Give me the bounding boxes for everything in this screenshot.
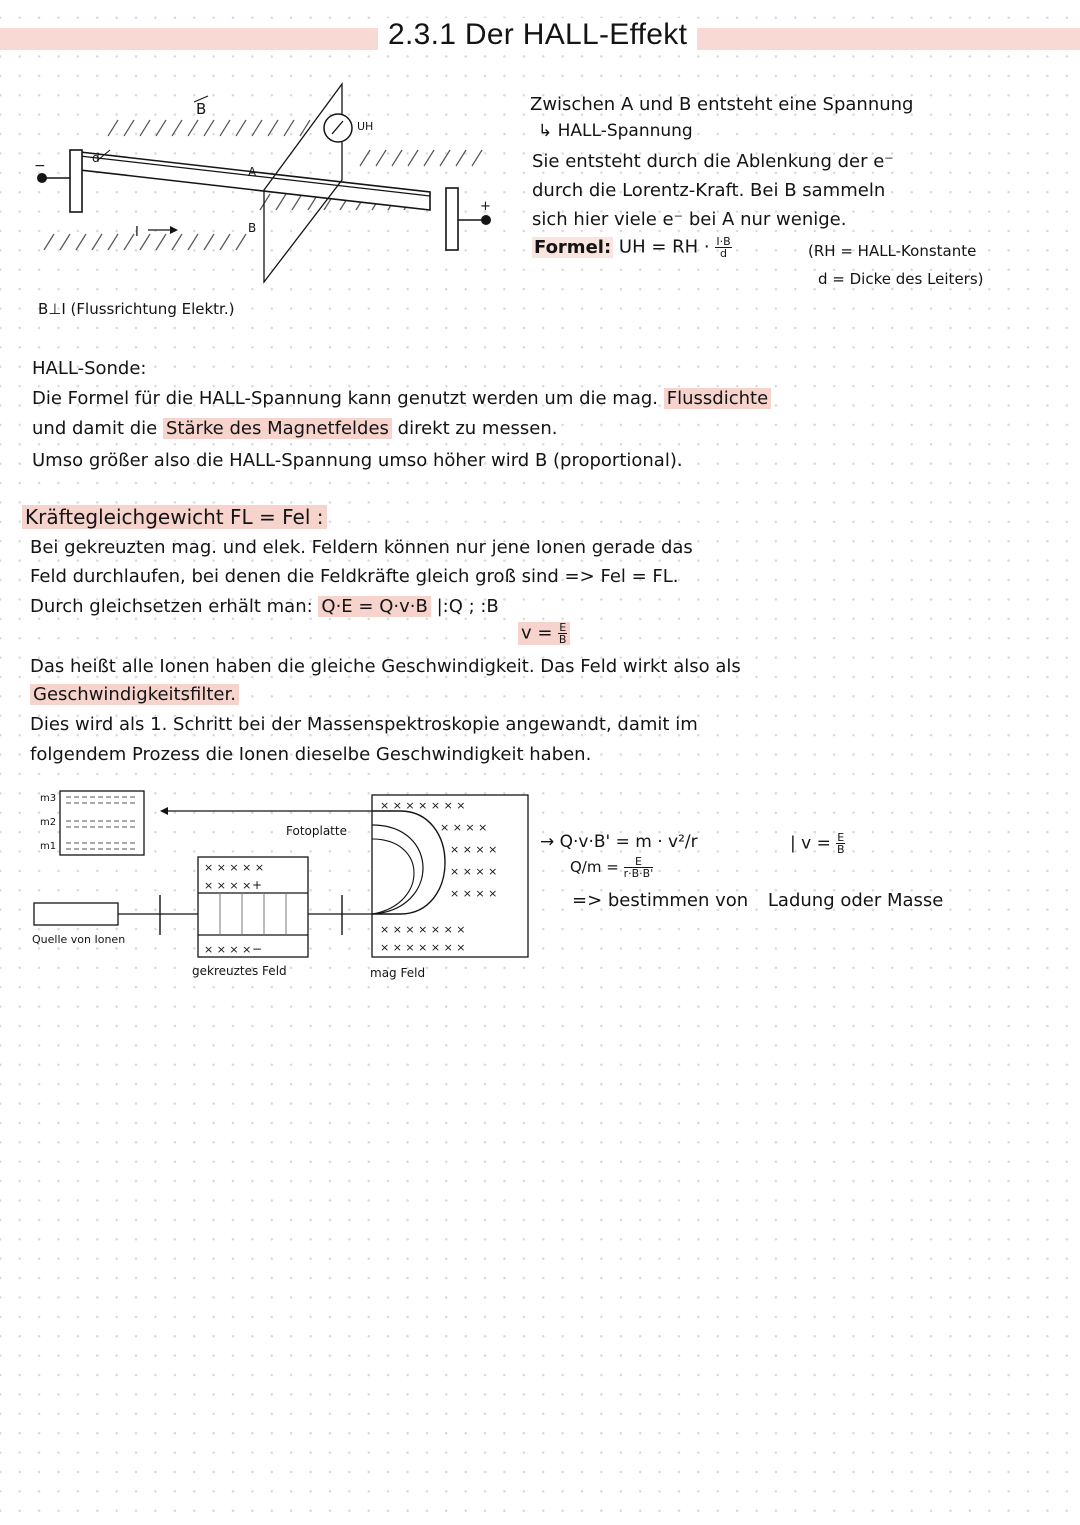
- hall-sonde-line-2-text: und damit die: [32, 418, 158, 439]
- kraefte-line-2: Feld durchlaufen, bei denen die Feldkräfte gleich groß sind => Fel = FL.: [30, 566, 679, 587]
- kraefte-line-5: [30, 684, 239, 705]
- label-m3: m3: [40, 793, 57, 804]
- current-arrowhead: [170, 226, 178, 234]
- formula-legend-2: d = Dicke des Leiters): [818, 270, 984, 288]
- left-clamp: [70, 150, 82, 212]
- title-highlight-left: [0, 28, 380, 50]
- right-terminal: [481, 215, 491, 225]
- left-terminal: [37, 173, 47, 183]
- velocity-numerator: E: [559, 621, 567, 634]
- formula-denominator: d: [720, 247, 727, 260]
- svg-text:× × × × × × ×: × × × × × × ×: [380, 923, 466, 936]
- kraefte-heading-text: Kräftegleichgewicht FL = Fel :: [22, 505, 327, 529]
- fotoplatte-arrowhead: [160, 807, 168, 815]
- kraefte-line-3: [30, 596, 499, 617]
- label-fotoplatte: Fotoplatte: [286, 824, 347, 838]
- intro-line-1: Zwischen A und B entsteht eine Spannung: [530, 94, 914, 115]
- svg-text:× × × × × × ×: × × × × × × ×: [380, 799, 466, 812]
- detector-plate: [60, 791, 144, 855]
- label-uh: UH: [357, 120, 374, 133]
- kraefte-line-6: Dies wird als 1. Schritt bei der Massenspektroskopie angewandt, damit im: [30, 714, 698, 735]
- label-m2: m2: [40, 817, 57, 828]
- hall-sonde-line-3: Umso größer also die HALL-Spannung umso höher wird B (proportional).: [32, 450, 683, 471]
- kraefte-line-3-text: Durch gleichsetzen erhält man:: [30, 596, 313, 617]
- mass-spectroscopy-diagram: [20, 785, 560, 985]
- label-d: d: [92, 151, 100, 165]
- spectro-eq-3-tail: Ladung oder Masse: [767, 890, 944, 911]
- velocity-result: [518, 622, 570, 645]
- svg-text:× × × ×: × × × ×: [440, 821, 488, 834]
- svg-text:× × × × × × ×: × × × × × × ×: [380, 941, 466, 954]
- velocity-fraction: [558, 622, 567, 645]
- spectro-eq-4-numerator: E: [837, 831, 845, 844]
- voltmeter-icon: [324, 114, 352, 142]
- svg-text:× × × ×: × × × ×: [450, 843, 498, 856]
- hall-sonde-line-2-tail: direkt zu messen.: [397, 418, 558, 439]
- label-i: I: [135, 225, 139, 240]
- label-b-point: B: [248, 221, 257, 235]
- intro-line-2: ↳ HALL-Spannung: [538, 121, 693, 141]
- intro-line-4: durch die Lorentz-Kraft. Bei B sammeln: [532, 180, 886, 201]
- svg-text:× × × ×: × × × ×: [204, 879, 252, 892]
- label-plus-terminal: +: [480, 199, 491, 214]
- right-clamp: [446, 188, 458, 250]
- hall-effect-diagram: [20, 70, 540, 310]
- formula-lhs: UH = RH ·: [618, 236, 710, 258]
- velocity-lhs: v =: [521, 622, 553, 644]
- spectro-eq-3-text: => bestimmen von: [572, 890, 749, 911]
- spectro-eq-4-fraction: [836, 832, 845, 855]
- kraefte-heading: [22, 505, 327, 529]
- kraefte-line-4: Das heißt alle Ionen haben die gleiche Geschwindigkeit. Das Feld wirkt also als: [30, 656, 741, 677]
- spectro-eq-2-numerator: E: [624, 856, 654, 868]
- highlight-gleichung: Q·E = Q·v·B: [318, 596, 430, 617]
- spectro-eq-2: [570, 856, 653, 879]
- spectro-eq-3: [572, 890, 943, 911]
- spectro-eq-2-lhs: Q/m =: [570, 858, 619, 876]
- highlight-staerke: Stärke des Magnetfeldes: [163, 418, 392, 439]
- ion-source: [34, 903, 118, 925]
- label-mag-field: mag Feld: [370, 966, 426, 980]
- title-highlight-right: [695, 28, 1080, 50]
- spectro-eq-2-denominator: r·B·B': [623, 867, 654, 880]
- label-a: A: [248, 165, 257, 179]
- highlight-geschwindigkeitsfilter: Geschwindigkeitsfilter.: [30, 684, 239, 705]
- label-minus-plate: −: [252, 942, 263, 956]
- hall-sonde-heading: HALL-Sonde:: [32, 358, 147, 379]
- kraefte-line-3-tail: |:Q ; :B: [436, 596, 499, 617]
- hall-sonde-line-1: [32, 388, 771, 409]
- label-minus-terminal: −: [34, 158, 46, 174]
- label-source: Quelle von Ionen: [32, 933, 126, 946]
- hall-sonde-line-2: [32, 418, 558, 439]
- hall-sonde-line-1-text: Die Formel für die HALL-Spannung kann genutzt werden um die mag.: [32, 388, 659, 409]
- spectro-eq-4-denominator: B: [836, 843, 845, 856]
- conductor-bar: [80, 152, 430, 210]
- formula-numerator: I·B: [716, 235, 731, 248]
- diagram-caption: B⊥I (Flussrichtung Elektr.): [38, 300, 235, 318]
- label-crossed-field: gekreuztes Feld: [192, 964, 287, 978]
- formula-row: [532, 236, 732, 259]
- intro-line-3: Sie entsteht durch die Ablenkung der e⁻: [532, 151, 894, 172]
- kraefte-line-1: Bei gekreuzten mag. und elek. Feldern können nur jene Ionen gerade das: [30, 537, 693, 558]
- spectro-eq-4-lhs: | v =: [790, 833, 831, 854]
- page-title: 2.3.1 Der HALL-Effekt: [378, 18, 697, 52]
- intro-line-5: sich hier viele e⁻ bei A nur wenige.: [532, 209, 847, 230]
- formula-label: Formel:: [534, 236, 612, 258]
- velocity-denominator: B: [558, 633, 567, 646]
- formula-legend-1: (RH = HALL-Konstante: [808, 242, 977, 260]
- svg-text:× × × ×: × × × ×: [450, 865, 498, 878]
- label-m1: m1: [40, 841, 57, 852]
- highlight-flussdichte: Flussdichte: [664, 388, 771, 409]
- spectro-eq-1: → Q·v·B' = m · v²/r: [540, 832, 698, 852]
- spectro-eq-2-fraction: [624, 856, 654, 879]
- svg-text:× × × ×: × × × ×: [450, 887, 498, 900]
- formula-fraction: [715, 236, 731, 259]
- kraefte-line-7: folgendem Prozess die Ionen dieselbe Geschwindigkeit haben.: [30, 744, 592, 765]
- svg-text:× × × ×: × × × ×: [204, 943, 252, 956]
- svg-text:× × × × ×: × × × × ×: [204, 861, 265, 874]
- spectro-eq-4: [790, 832, 845, 855]
- label-plus-plate: +: [252, 878, 263, 892]
- label-b-vector: B: [196, 100, 207, 118]
